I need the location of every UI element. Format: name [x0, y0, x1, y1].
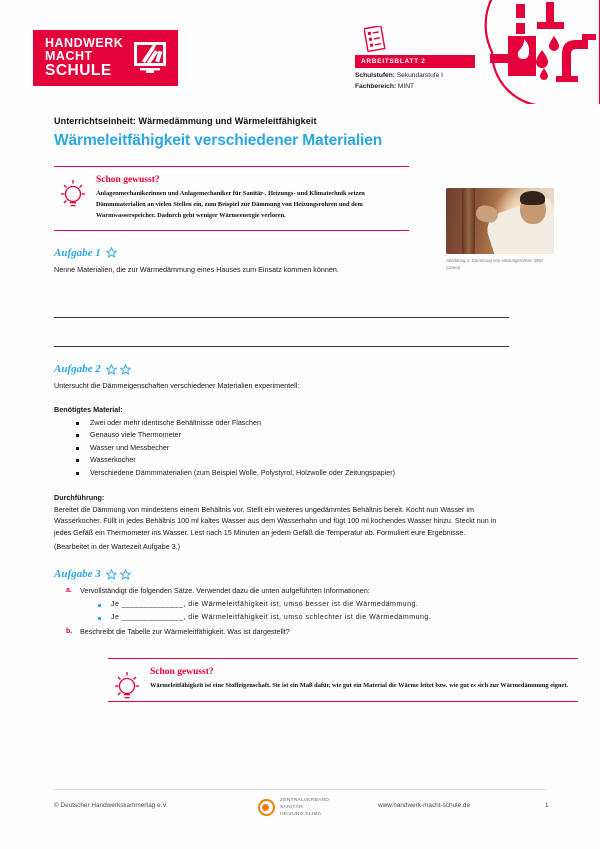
- task-3-subitems: [80, 599, 554, 624]
- list-item: Zwei oder mehr identische Behältnisse oder Flaschen: [76, 417, 554, 430]
- star-icon: [106, 569, 117, 580]
- info-box-body: Anlagenmechanikerinnen und Anlagemechaniker für Sanitär-, Heizungs- und Klimatechnik setzen Dämmmaterialien an vielen Stellen ein, zum Beispiel zur Dämmung von Heizungsrohren und dem Warmwasserspeicher. Dadurch geht weniger Wärmeenergie verloren.: [96, 190, 365, 220]
- task-3-difficulty-stars: [106, 569, 131, 580]
- pencil-ruler-monitor-icon: [128, 39, 172, 77]
- info-box-schon-gewusst-2: [108, 658, 578, 702]
- lightbulb-icon: [112, 671, 142, 705]
- lightbulb-icon: [58, 179, 88, 213]
- task-1-intro: Nenne Materialien, die zur Wärmedämmung eines Hauses zum Einsatz kommen können.: [54, 264, 339, 274]
- footer-divider: [54, 789, 546, 790]
- list-item: Wasserkocher: [76, 454, 554, 467]
- star-icon: [120, 569, 131, 580]
- answer-line[interactable]: [54, 318, 509, 347]
- figure-pipe: [462, 188, 475, 254]
- task-2-intro: Untersucht die Dämmeigenschaften verschiedener Materialien experimentell:: [54, 381, 300, 391]
- info-box-title: Schon gewusst?: [96, 175, 160, 185]
- logo-wordmark: [39, 37, 128, 79]
- info-box-title: Schon gewusst?: [150, 666, 214, 677]
- task-2-header: [54, 363, 554, 375]
- zvshk-logo: [258, 797, 329, 818]
- procedure-note: (Bearbeitet in der Wartezeit Aufgabe 3.): [54, 541, 180, 551]
- list-item: Verschiedene Dämmmaterialien (zum Beispiel Wolle, Polystyrol, Holzwolle oder Zeitungspapier): [76, 467, 554, 480]
- fill-in-blank-sentence[interactable]: Je ______________, die Wärmeleitfähigkeit ist, umso besser ist die Wärmedämmung.: [98, 599, 554, 612]
- task-2-difficulty-stars: [106, 364, 131, 375]
- sanitaer-heizung-klima-badge-icon: [482, 0, 600, 104]
- sheet-tag: ARBEITSBLATT 2: [355, 55, 475, 68]
- fill-in-blank-sentence[interactable]: Je ______________, die Wärmeleitfähigkeit ist, umso schlechter ist die Wärmedämmung.: [98, 612, 554, 625]
- title-block: [54, 116, 600, 150]
- zvshk-line-3: HEIZUNG KLIMA: [280, 812, 322, 818]
- item-marker: a.: [66, 587, 72, 595]
- task-2-label: Aufgabe 2: [54, 363, 101, 376]
- info-box-body: Wärmeleitfähigkeit ist eine Stoffeigenschaft. Sie ist ein Maß dafür, wie gut ein Material die Wärme leitet bzw. wie gut es sich zur Wärmedämmung eignet.: [150, 681, 569, 689]
- star-icon: [106, 364, 117, 375]
- answer-line[interactable]: [54, 289, 509, 318]
- item-text: Beschreibt die Tabelle zur Wärmeleitfähigkeit. Was ist dargestellt?: [80, 626, 290, 636]
- footer-page-number: 1: [545, 802, 549, 809]
- procedure-text: Bereitet die Dämmung von mindestens einem Behältnis vor. Stellt ein weiteres ungedämmtes Behältnis bereit. Kocht nun Wasser im Wasserkocher. Füllt in jedes Behältnis 100 ml kaltes Wasser aus dem Wasserhahn und fügt 100 ml kochendes Wasser hinzu. Steckt nun in jedes Gefäß ein Thermometer ins Wasser. Lest nach 15 Minuten an jedem Gefäß die Temperatur ab. Formuliert eure Ergebnisse.: [54, 504, 497, 537]
- item-marker: b.: [66, 627, 73, 635]
- main-content: [54, 246, 569, 702]
- zvshk-line-2: SANITÄR: [280, 805, 303, 811]
- figure-hair: [520, 191, 545, 205]
- procedure-heading: Durchführung:: [54, 492, 105, 502]
- task-1-label: Aufgabe 1: [54, 246, 101, 259]
- zvshk-wordmark: [280, 797, 329, 818]
- meta-value-fachbereich: MINT: [397, 82, 415, 90]
- task-3-label: Aufgabe 3: [54, 568, 101, 581]
- figure-image: [446, 188, 554, 254]
- meta-value-schulstufen: Sekundarstufe I: [396, 72, 443, 79]
- meta-label-fachbereich: Fachbereich:: [355, 82, 397, 90]
- meta-label-schulstufen: Schulstufen:: [355, 72, 395, 79]
- page-footer: [0, 789, 600, 849]
- worksheet-document-icon: [364, 26, 386, 52]
- task-1-difficulty-stars: [106, 247, 117, 258]
- task-1-answer-lines: [54, 289, 554, 347]
- page-title: Wärmeleitfähigkeit verschiedener Materialien: [54, 132, 383, 149]
- task-3-items: [54, 585, 554, 638]
- figure-caption: Abbildung 1: Dämmung von Heizungsrohren (Bild: Canva): [446, 258, 544, 270]
- star-icon: [120, 364, 131, 375]
- footer-copyright: © Deutscher Handwerkskammertag e.V.: [54, 802, 168, 809]
- task-3-header: [54, 568, 554, 580]
- footer-website-url[interactable]: www.handwerk-macht-schule.de: [378, 802, 470, 809]
- material-list: [54, 417, 554, 480]
- logo-line-2: MACHT: [45, 48, 93, 63]
- list-item: Wasser und Messbecher: [76, 442, 554, 455]
- item-text: Vervollständigt die folgenden Sätze. Verwendet dazu die unten aufgeführten Informationen:: [80, 586, 370, 596]
- logo-line-1: HANDWERK: [45, 35, 124, 50]
- zvshk-line-1: ZENTRALVERBAND: [280, 798, 330, 803]
- figure-block: [446, 188, 554, 271]
- zvshk-ring-icon: [258, 799, 275, 816]
- star-icon: [106, 247, 117, 258]
- list-item: Genauso viele Thermometer: [76, 429, 554, 442]
- page-header: [0, 0, 600, 108]
- info-box-schon-gewusst-1: [54, 166, 409, 231]
- handwerk-macht-schule-logo: [33, 30, 178, 86]
- task-3-item-b: [66, 626, 554, 638]
- task-3-item-a: [66, 585, 554, 624]
- material-heading: Benötigtes Material:: [54, 404, 123, 414]
- unit-subtitle: Unterrichtseinheit: Wärmedämmung und Wärmeleitfähigkeit: [54, 116, 317, 126]
- logo-line-3: SCHULE: [45, 61, 112, 79]
